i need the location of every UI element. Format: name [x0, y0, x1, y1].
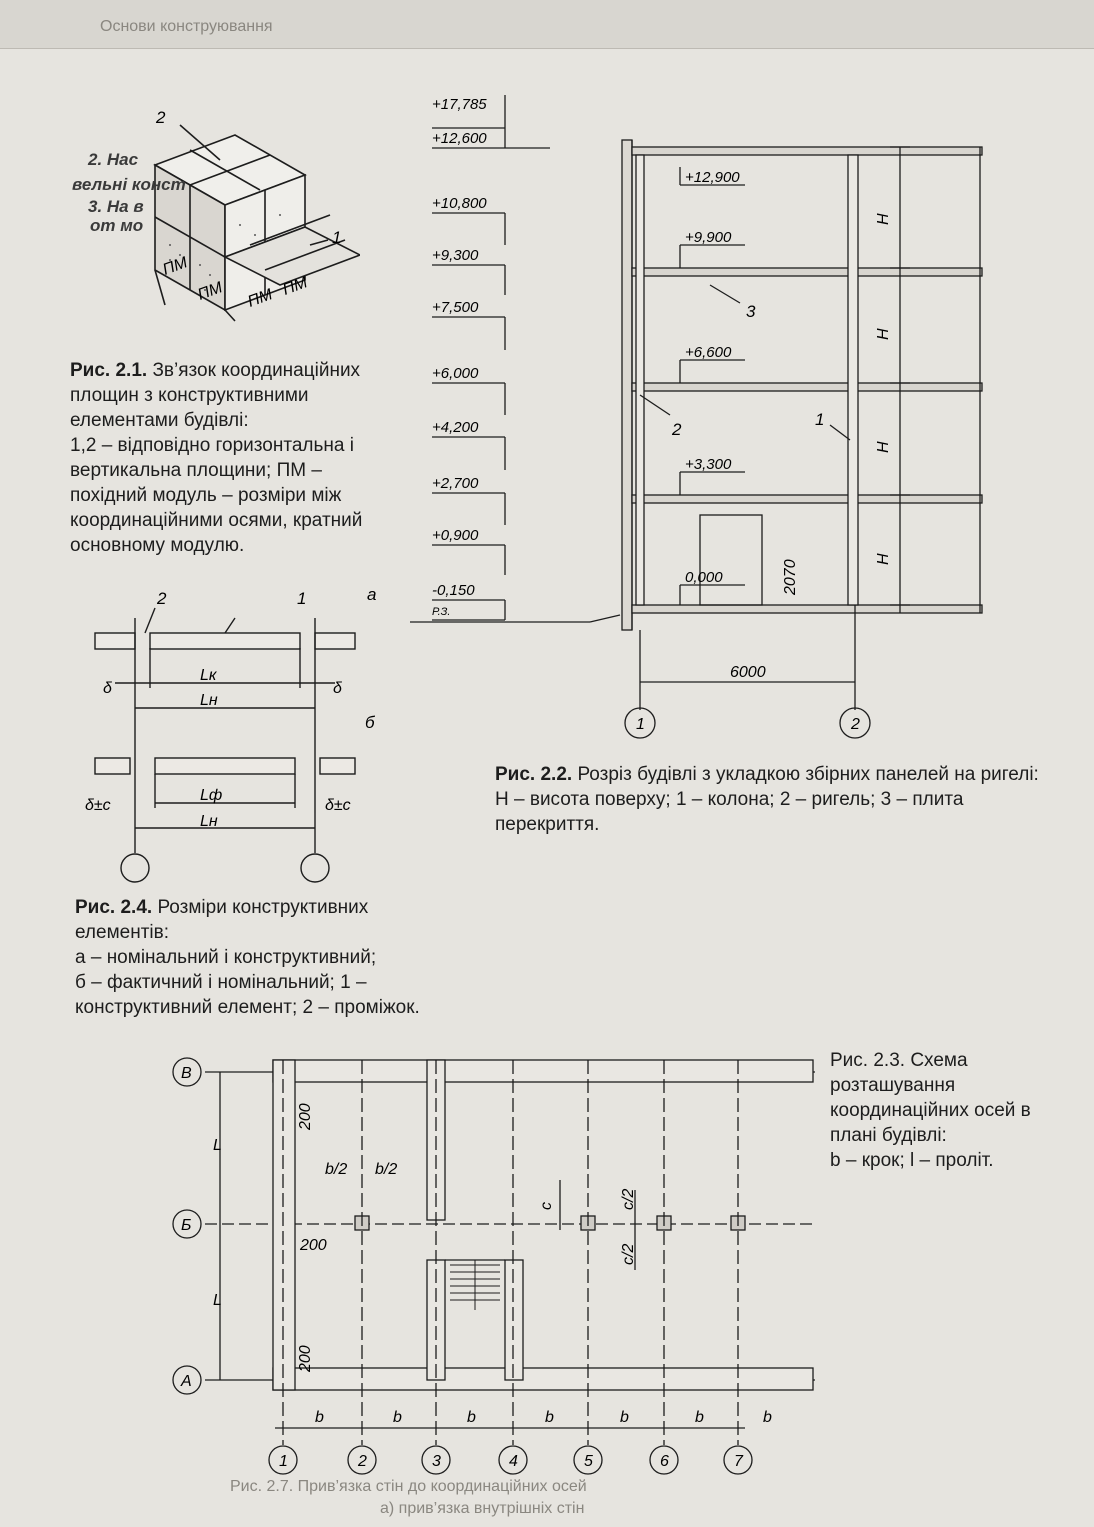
col-axis-label: 7	[734, 1453, 743, 1470]
running-header-text: Основи конструювання	[100, 18, 273, 35]
label-column: 1	[815, 410, 825, 429]
fig-2-3-caption	[830, 1048, 1060, 1173]
col-axis-label: 1	[279, 1453, 288, 1470]
span-label: L	[213, 1137, 222, 1154]
caption-head: Рис. 2.4.	[75, 897, 153, 918]
half-step-label: b/2	[375, 1161, 398, 1178]
level-mark: +0,900	[432, 527, 479, 544]
level-mark: +12,600	[432, 130, 487, 147]
label-b: б	[365, 713, 375, 732]
level-mark: -0,150	[432, 582, 475, 599]
label-gap: 2	[157, 589, 167, 608]
row-axis-label: Б	[181, 1217, 192, 1234]
door-height: 2070	[782, 559, 799, 595]
step-label: b	[620, 1409, 629, 1426]
axis-label: 1	[636, 716, 645, 733]
delta-label: δ	[103, 680, 112, 697]
step-label: b	[393, 1409, 402, 1426]
ground-level-mark: Р.З.	[432, 606, 451, 618]
c-label: c	[538, 1202, 555, 1210]
step-label: b	[695, 1409, 704, 1426]
bottom-faint-text: а) прив’язка внутрішніх стін	[380, 1500, 585, 1517]
overlap-text: 2. Нас	[88, 150, 139, 169]
ln-label: Lн	[200, 813, 218, 830]
caption-line: b – крок; l – проліт.	[830, 1150, 994, 1171]
level-mark: +7,500	[432, 299, 479, 316]
delta-c-label: δ±с	[85, 797, 111, 814]
section-level: +6,600	[685, 344, 732, 361]
axis-label: 2	[851, 716, 860, 733]
level-mark: +2,700	[432, 475, 479, 492]
fig-2-3-drawing	[165, 1050, 825, 1490]
col-axis-label: 2	[358, 1453, 367, 1470]
col-axis-label: 5	[584, 1453, 593, 1470]
row-axis-label: В	[181, 1065, 192, 1082]
fig-2-1-caption	[70, 358, 420, 558]
section-level: +9,900	[685, 229, 732, 246]
label-girder: 2	[672, 420, 682, 439]
fig-2-2-drawing	[410, 85, 1010, 745]
bottom-faint-text: Рис. 2.7. Прив’язка стін до координаційних осей	[230, 1478, 587, 1495]
lf-label: Lф	[200, 787, 223, 804]
half-c-label: c/2	[620, 1188, 637, 1210]
overlap-text: от мо	[90, 216, 144, 235]
pm-label: ПМ	[245, 286, 275, 311]
level-mark: +9,300	[432, 247, 479, 264]
caption-title: Зв’язок координаційних площин з конструктивними елементами будівлі:	[70, 360, 361, 431]
level-mark: +17,785	[432, 96, 487, 113]
floor-height: H	[875, 441, 892, 453]
fig-2-1-label-2: 2	[156, 108, 166, 127]
section-level: 0,000	[685, 569, 723, 586]
fig-2-1-label-1: 1	[332, 228, 342, 247]
span-label: L	[213, 1292, 222, 1309]
caption-title: Розміри конструктивних елементів:	[75, 897, 369, 943]
fig-2-2-caption	[495, 762, 1055, 837]
pm-label: ПМ	[160, 254, 190, 279]
pm-label: ПМ	[280, 274, 310, 299]
level-mark: +4,200	[432, 419, 479, 436]
half-c-label: c/2	[620, 1243, 637, 1265]
running-header	[0, 0, 1094, 49]
dim-200: 200	[297, 1103, 314, 1130]
section-level: +3,300	[685, 456, 732, 473]
fig-2-4-drawing	[75, 588, 405, 888]
ln-label: Lн	[200, 692, 218, 709]
caption-title: Рис. 2.3. Схема розташування координаційних осей в плані будівлі:	[830, 1050, 1031, 1146]
level-mark: +6,000	[432, 365, 479, 382]
delta-c-label: δ±с	[325, 797, 351, 814]
span-dimension: 6000	[730, 664, 766, 681]
label-element: 1	[297, 589, 307, 608]
step-label: b	[545, 1409, 554, 1426]
label-a: а	[367, 588, 377, 604]
step-label: b	[467, 1409, 476, 1426]
col-axis-label: 3	[432, 1453, 441, 1470]
caption-line: б – фактичний і номінальний; 1 – конструктивний елемент; 2 – проміжок.	[75, 972, 420, 1018]
lk-label: Lк	[200, 667, 217, 684]
caption-line: похідний модуль – розміри між координаційними осями, кратний основному модулю.	[70, 485, 363, 556]
floor-height: H	[875, 213, 892, 225]
half-step-label: b/2	[325, 1161, 348, 1178]
caption-line: Н – висота поверху; 1 – колона; 2 – ригель; 3 – плита перекриття.	[495, 789, 964, 835]
caption-title: Розріз будівлі з укладкою збірних панелей на ригелі:	[572, 764, 1039, 785]
dim-200: 200	[297, 1345, 314, 1372]
level-mark: +10,800	[432, 195, 487, 212]
step-label: b	[763, 1409, 772, 1426]
overlap-text: 3. На в	[88, 197, 144, 216]
label-slab: 3	[746, 302, 756, 321]
col-axis-label: 4	[509, 1453, 518, 1470]
caption-line: 1,2 – відповідно горизонтальна і вертикальна площини; ПМ –	[70, 435, 354, 481]
row-axis-label: А	[181, 1373, 192, 1390]
section-level: +12,900	[685, 169, 740, 186]
step-label: b	[315, 1409, 324, 1426]
col-axis-label: 6	[660, 1453, 669, 1470]
delta-label: δ	[333, 680, 342, 697]
overlap-text: вельні конст	[72, 175, 186, 194]
caption-head: Рис. 2.2.	[495, 764, 573, 785]
fig-2-4-caption	[75, 895, 425, 1020]
dim-200: 200	[300, 1237, 327, 1254]
floor-height: H	[875, 553, 892, 565]
caption-line: а – номінальний і конструктивний;	[75, 947, 377, 968]
caption-head: Рис. 2.1.	[70, 360, 148, 381]
pm-label: ПМ	[195, 279, 225, 304]
floor-height: H	[875, 328, 892, 340]
